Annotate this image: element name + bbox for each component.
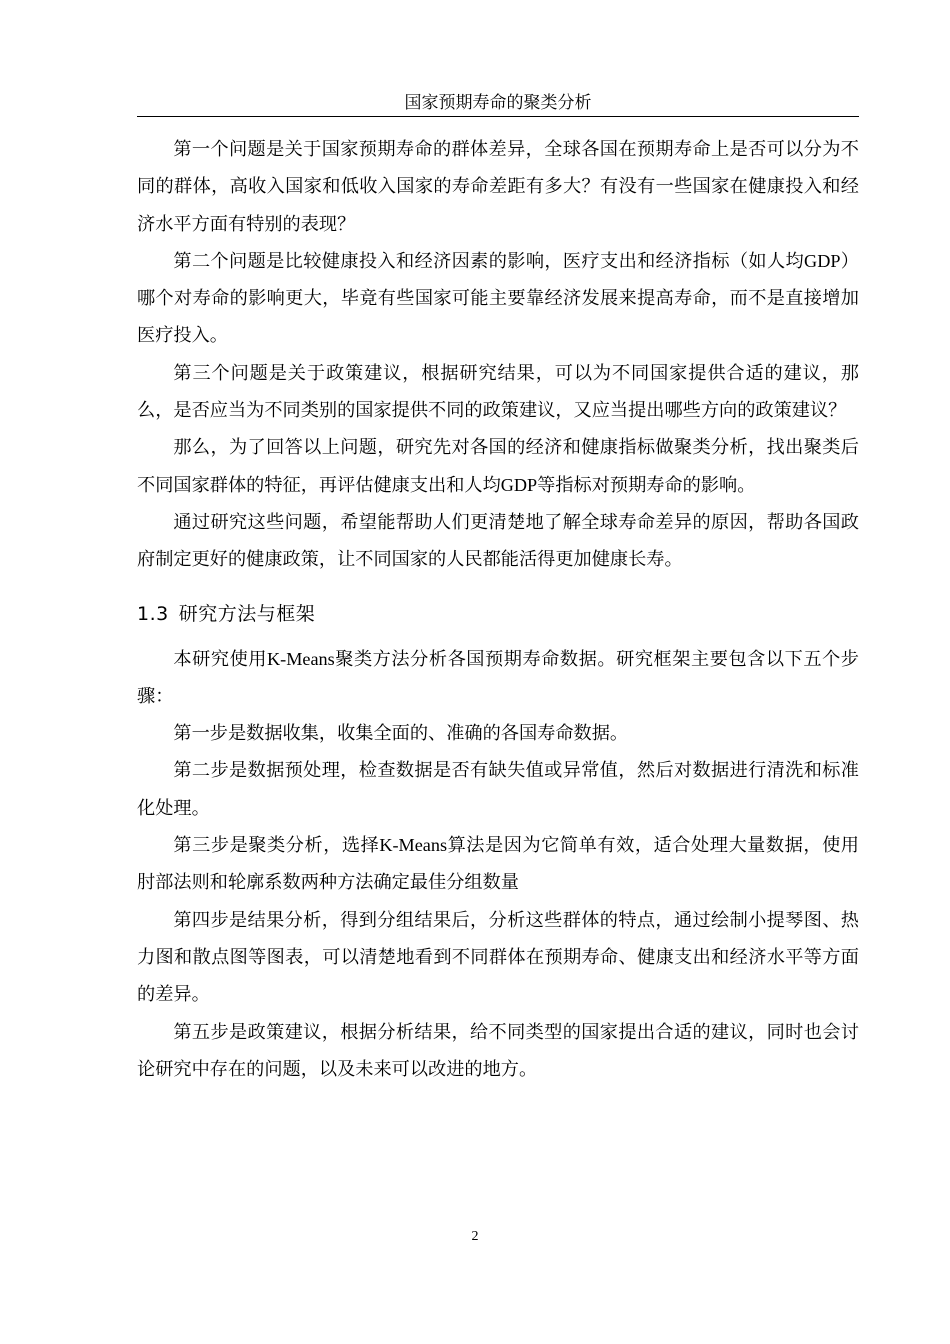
section-heading — [137, 595, 859, 633]
paragraph-method-intro: 本研究使用K-Means聚类方法分析各国预期寿命数据。研究框架主要包含以下五个步骤： — [137, 648, 859, 706]
paragraph-step-four: 第四步是结果分析，得到分组结果后，分析这些群体的特点，通过绘制小提琴图、热力图和散点图等图表，可以清楚地看到不同群体在预期寿命、健康支出和经济水平等方面的差异。 — [137, 909, 859, 1005]
section-number: 1.3 — [137, 602, 169, 625]
paragraph-approach: 那么，为了回答以上问题，研究先对各国的经济和健康指标做聚类分析，找出聚类后不同国家群体的特征，再评估健康支出和人均GDP等指标对预期寿命的影响。 — [137, 437, 859, 495]
page-number: 2 — [471, 1229, 479, 1244]
paragraph-question-one: 第一个问题是关于国家预期寿命的群体差异，全球各国在预期寿命上是否可以分为不同的群体，高收入国家和低收入国家的寿命差距有多大？有没有一些国家在健康投入和经济水平方面有特别的表现？ — [137, 139, 859, 234]
header-rule — [137, 116, 859, 117]
paragraph-step-one: 第一步是数据收集，收集全面的、准确的各国寿命数据。 — [173, 723, 629, 744]
paragraph-step-five: 第五步是政策建议，根据分析结果，给不同类型的国家提出合适的建议，同时也会讨论研究中存在的问题，以及未来可以改进的地方。 — [137, 1021, 859, 1079]
paragraph-goal: 通过研究这些问题，希望能帮助人们更清楚地了解全球寿命差异的原因，帮助各国政府制定更好的健康政策，让不同国家的人民都能活得更加健康长寿。 — [137, 511, 859, 570]
paragraph-step-three: 第三步是聚类分析，选择K-Means算法是因为它简单有效，适合处理大量数据，使用肘部法则和轮廓系数两种方法确定最佳分组数量 — [137, 835, 859, 893]
running-header: 国家预期寿命的聚类分析 — [404, 93, 592, 112]
paragraph-step-two: 第二步是数据预处理，检查数据是否有缺失值或异常值，然后对数据进行清洗和标准化处理。 — [137, 760, 859, 818]
paragraph-question-three: 第三个问题是关于政策建议，根据研究结果，可以为不同国家提供合适的建议，那么，是否应当为不同类别的国家提供不同的政策建议，又应当提出哪些方向的政策建议？ — [137, 362, 859, 421]
section-title: 研究方法与框架 — [178, 602, 316, 625]
body-text — [137, 131, 859, 1088]
paragraph-question-two: 第二个问题是比较健康投入和经济因素的影响，医疗支出和经济指标（如人均GDP）哪个对寿命的影响更大，毕竟有些国家可能主要靠经济发展来提高寿命，而不是直接增加医疗投入。 — [137, 250, 859, 346]
